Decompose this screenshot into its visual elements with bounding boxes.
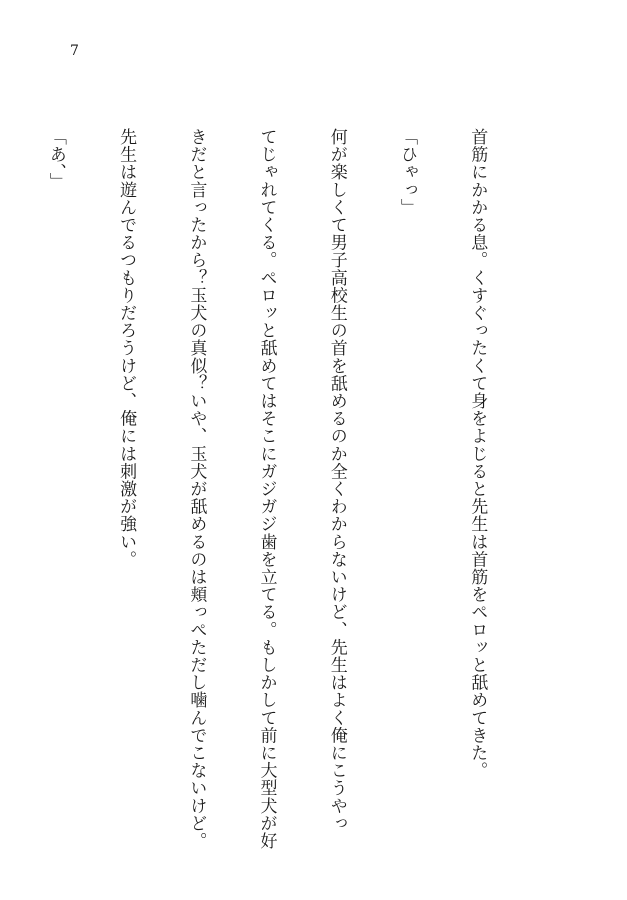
text-line: 首筋にかかる息。くすぐったくて身をよじると先生は首筋をペロッと舐めてきた。 xyxy=(467,128,488,780)
page-number: 7 xyxy=(70,43,79,59)
text-line: 「ひゃっ」 xyxy=(396,128,417,216)
text-line: てじゃれてくる。ペロッと舐めてはそこにガジガジ歯を立てる。もしかして前に大型犬が好 xyxy=(256,128,277,850)
text-line: 「あ、」 xyxy=(45,128,66,190)
vertical-text-body xyxy=(0,128,535,850)
text-line: 先生は遊んでるつもりだろうけど、俺には刺激が強い。 xyxy=(116,128,137,568)
text-line: きだと言ったから？玉犬の真似？いや、玉犬が舐めるのは頬っぺただし噛んでこないけど。 xyxy=(186,128,207,850)
text-line: 何が楽しくて男子高校生の首を舐めるのか全くわからないけど、先生はよく俺にこうやっ xyxy=(326,128,347,832)
